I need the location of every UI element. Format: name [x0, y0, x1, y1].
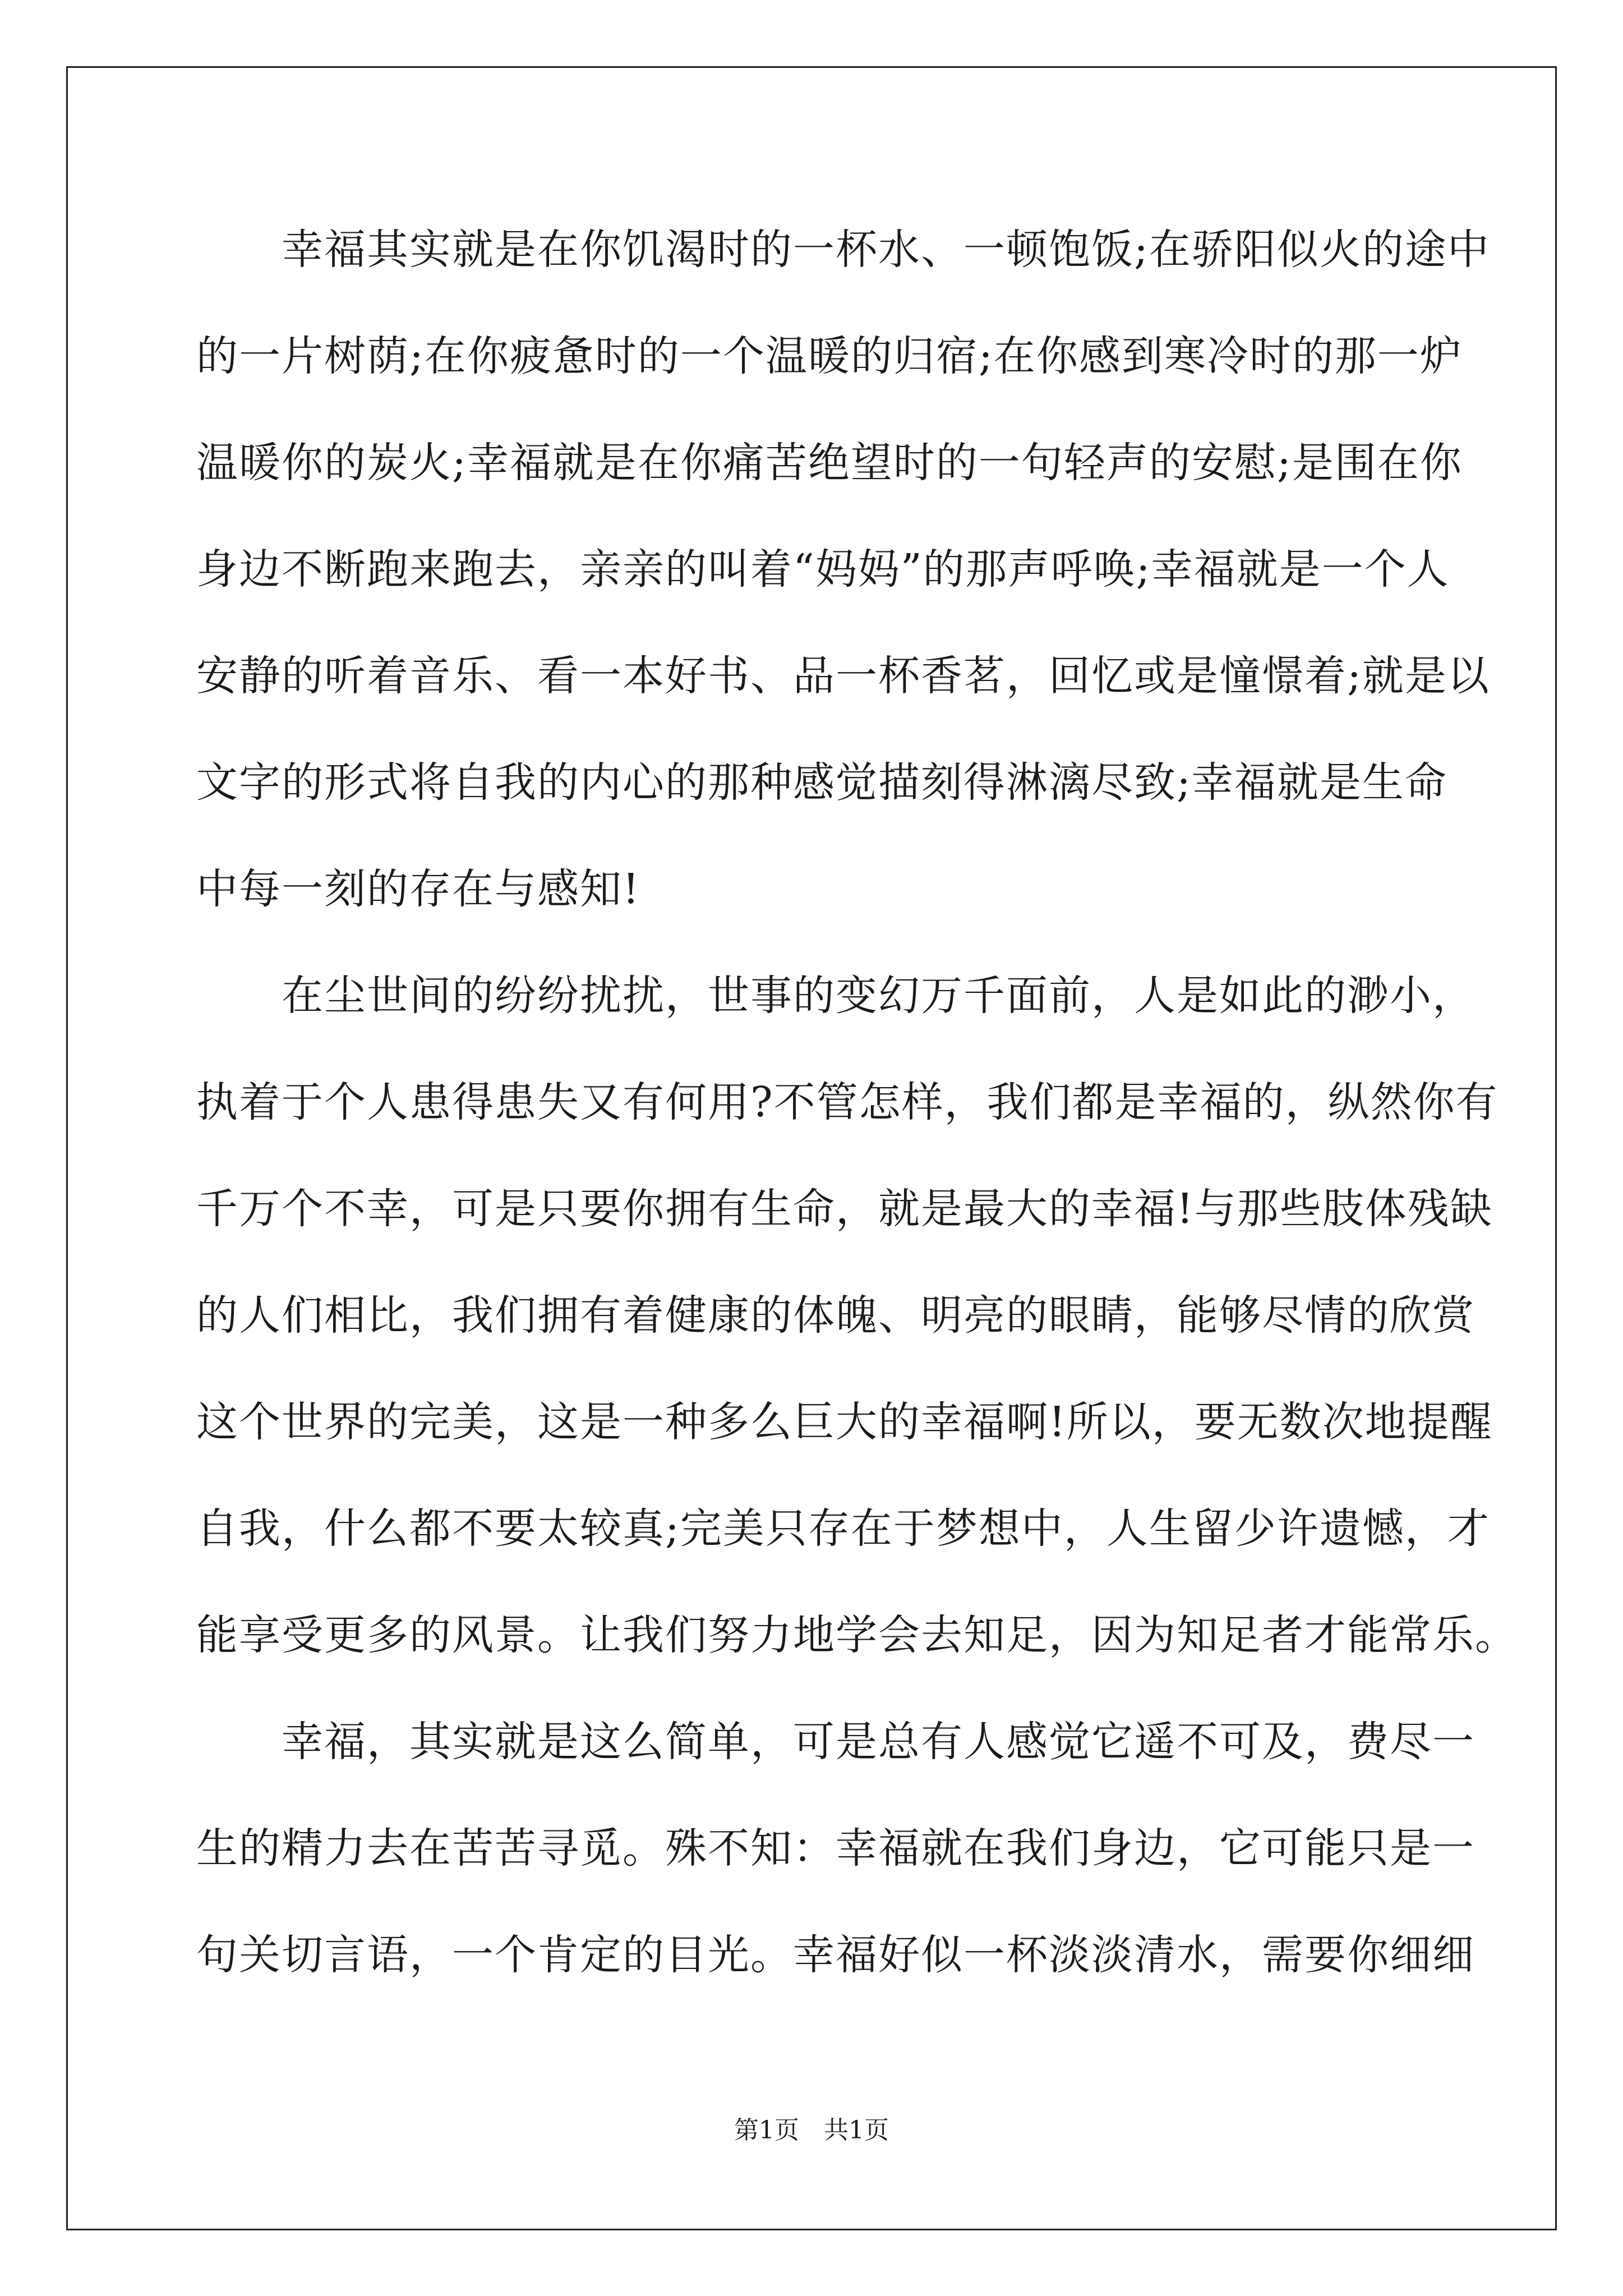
page-number-footer: 第1页 共1页: [734, 2116, 889, 2145]
text-line: 句关切言语，一个肯定的目光。幸福好似一杯淡淡清水，需要你细细: [196, 1931, 1475, 1979]
text-line: 执着于个人患得患失又有何用?不管怎样，我们都是幸福的，纵然你有: [196, 1078, 1498, 1126]
text-line: 能享受更多的风景。让我们努力地学会去知足，因为知足者才能常乐。: [196, 1611, 1518, 1659]
page-border: [66, 66, 1557, 2230]
text-line: 安静的听着音乐、看一本好书、品一杯香茗，回忆或是憧憬着;就是以: [196, 652, 1490, 700]
text-line: 的人们相比，我们拥有着健康的体魄、明亮的眼睛，能够尽情的欣赏: [196, 1291, 1475, 1340]
text-line: 温暖你的炭火;幸福就是在你痛苦绝望时的一句轻声的安慰;是围在你: [196, 439, 1463, 487]
text-line: 文字的形式将自我的内心的那种感觉描刻得淋漓尽致;幸福就是生命: [196, 758, 1447, 807]
text-line: 身边不断跑来跑去，亲亲的叫着“妈妈”的那声呼唤;幸福就是一个人: [196, 545, 1450, 593]
text-line: 中每一刻的存在与感知!: [196, 865, 640, 913]
text-line: 在尘世间的纷纷扰扰，世事的变幻万千面前，人是如此的渺小，: [196, 972, 1475, 1020]
text-line: 幸福，其实就是这么简单，可是总有人感觉它遥不可及，费尽一: [196, 1718, 1475, 1766]
text-line: 自我，什么都不要太较真;完美只存在于梦想中，人生留少许遗憾，才: [196, 1504, 1490, 1553]
text-line: 的一片树荫;在你疲惫时的一个温暖的归宿;在你感到寒冷时的那一炉: [196, 332, 1463, 380]
text-line: 幸福其实就是在你饥渴时的一杯水、一顿饱饭;在骄阳似火的途中: [196, 226, 1490, 274]
text-line: 这个世界的完美，这是一种多么巨大的幸福啊!所以，要无数次地提醒: [196, 1398, 1493, 1446]
text-line: 生的精力去在苦苦寻觅。殊不知：幸福就在我们身边，它可能只是一: [196, 1824, 1475, 1872]
text-line: 千万个不幸，可是只要你拥有生命，就是最大的幸福!与那些肢体残缺: [196, 1185, 1493, 1233]
